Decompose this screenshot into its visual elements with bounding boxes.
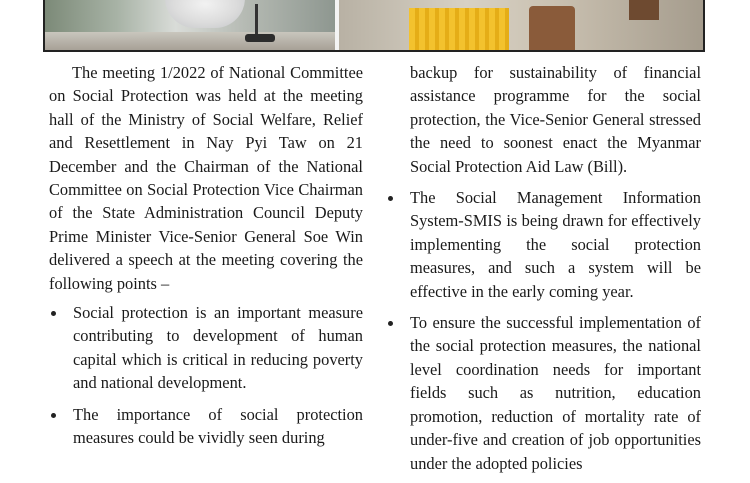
yellow-tablecloth xyxy=(409,8,509,50)
microphone-icon xyxy=(255,4,258,38)
bullet-text: The Social Management Information System-SMIS is being drawn for effectively implementing the social protection measures, and such a system will be effective in the early coming year. xyxy=(410,188,701,301)
speaker-figure xyxy=(165,0,245,28)
chair-back xyxy=(629,0,659,20)
bullet-text: Social protection is an important measure contributing to development of human capital which is critical in reducing poverty and national development. xyxy=(73,303,363,393)
microphone-base xyxy=(245,34,275,42)
bullet-icon xyxy=(388,321,393,326)
list-item xyxy=(386,311,701,475)
chair xyxy=(529,6,575,52)
list-item xyxy=(386,186,701,303)
bullet-icon xyxy=(51,311,56,316)
left-bullet-list xyxy=(49,301,363,449)
list-item xyxy=(49,403,363,450)
bullet-text: To ensure the successful implementation of the social protection measures, the national level coordination needs for important fields such as nutrition, education promotion, reduction of mortality rate of under-five and creation of job opportunities under the adopted policies xyxy=(410,313,701,473)
list-item-continued xyxy=(386,61,701,178)
bullet-icon xyxy=(51,413,56,418)
meeting-photo-left xyxy=(45,0,335,50)
meeting-photo-right xyxy=(339,0,703,50)
bullet-icon xyxy=(388,196,393,201)
bullet-text: The importance of social protection measures could be vividly seen during xyxy=(73,404,363,448)
intro-paragraph: The meeting 1/2022 of National Committee on Social Protection was held at the meeting hall of the Ministry of Social Welfare, Relief and Resettlement in Nay Pyi Taw on 21 December and the Chairman of the National Committee on Social Protection Vice Chairman of the State Administration Council Deputy Prime Minister Vice-Senior General Soe Win delivered a speech at the meeting covering the following points – xyxy=(49,63,363,293)
desk xyxy=(45,32,335,50)
right-bullet-list xyxy=(386,61,701,475)
photo-strip xyxy=(43,0,705,52)
list-item xyxy=(49,301,363,395)
continuation-text: backup for sustainability of financial assistance programme for the social protection, the Vice-Senior General stressed the need to soonest enact the Myanmar Social Protection Aid Law (Bill). xyxy=(410,63,701,176)
left-column xyxy=(49,61,363,458)
right-column xyxy=(386,61,701,483)
